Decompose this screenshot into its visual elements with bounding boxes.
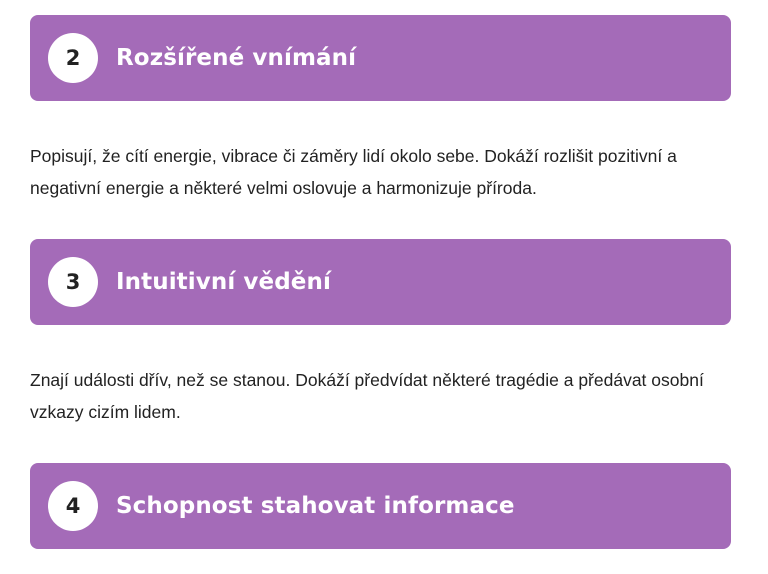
section-title: Rozšířené vnímání	[116, 45, 357, 71]
section-title: Schopnost stahovat informace	[116, 493, 515, 519]
section-header-3	[30, 239, 731, 325]
section-paragraph: Popisují, že cítí energie, vibrace či záměry lidí okolo sebe. Dokáží rozlišit pozitivní a negativní energie a některé velmi oslovuje a harmonizuje příroda.	[30, 146, 677, 198]
section-number-badge: 3	[48, 257, 98, 307]
article-content	[30, 15, 731, 549]
section-number-badge: 4	[48, 481, 98, 531]
section-header-2	[30, 15, 731, 101]
section-title: Intuitivní vědění	[116, 269, 331, 295]
section-paragraph: Znají události dřív, než se stanou. Dokáží předvídat některé tragédie a předávat osobní vzkazy cizím lidem.	[30, 370, 704, 422]
section-header-4	[30, 463, 731, 549]
section-number-badge: 2	[48, 33, 98, 83]
